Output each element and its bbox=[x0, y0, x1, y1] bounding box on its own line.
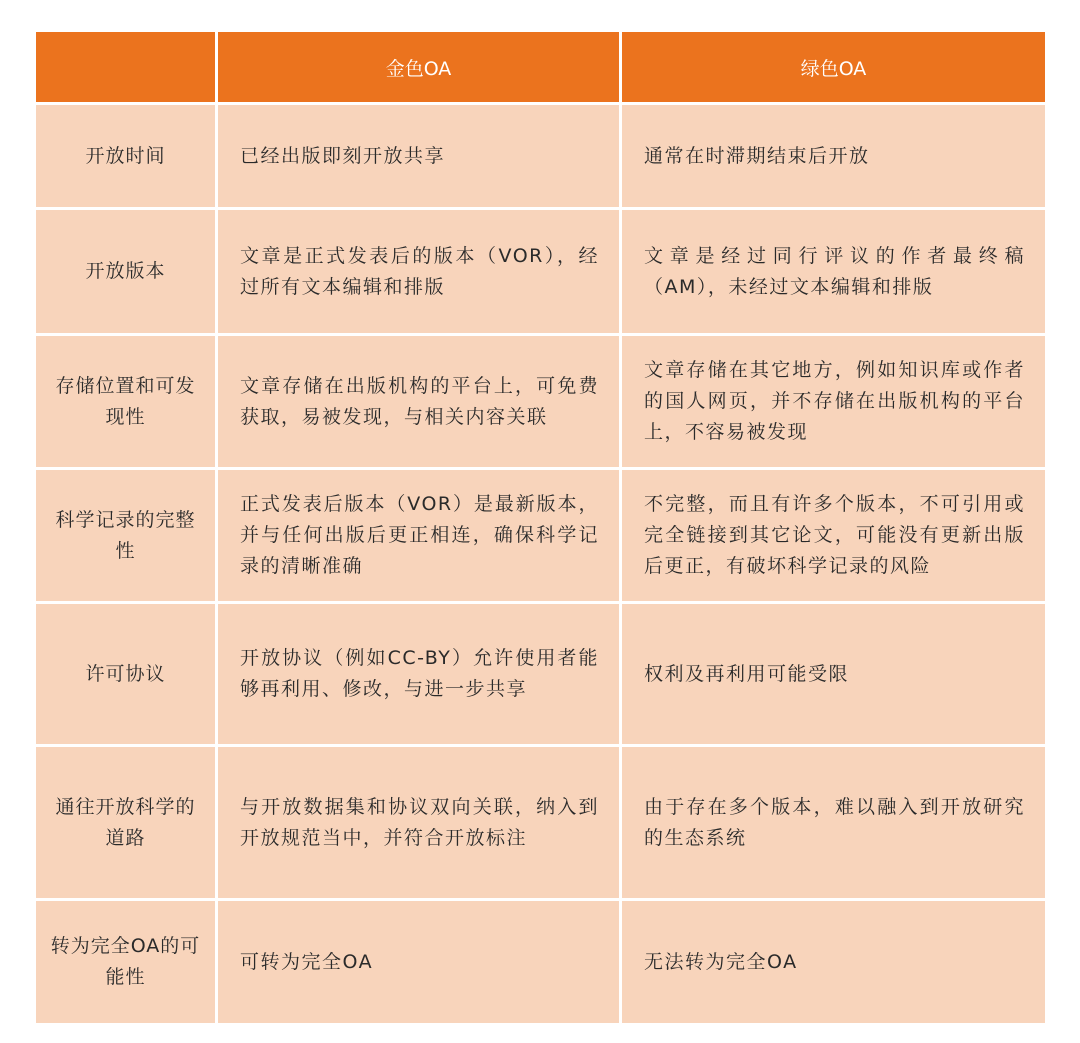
green-oa-cell: 无法转为完全OA bbox=[622, 901, 1045, 1023]
header-corner-cell bbox=[36, 32, 218, 105]
row-label: 存储位置和可发现性 bbox=[36, 336, 218, 470]
table-row bbox=[36, 470, 1045, 604]
table-row bbox=[36, 747, 1045, 901]
gold-oa-cell: 可转为完全OA bbox=[218, 901, 622, 1023]
gold-oa-cell: 与开放数据集和协议双向关联，纳入到开放规范当中，并符合开放标注 bbox=[218, 747, 622, 901]
table-row bbox=[36, 604, 1045, 747]
green-oa-cell: 由于存在多个版本，难以融入到开放研究的生态系统 bbox=[622, 747, 1045, 901]
table-row bbox=[36, 901, 1045, 1023]
table-row bbox=[36, 336, 1045, 470]
header-gold-oa: 金色OA bbox=[218, 32, 622, 105]
gold-oa-cell: 文章是正式发表后的版本（VOR），经过所有文本编辑和排版 bbox=[218, 210, 622, 336]
row-label: 开放版本 bbox=[36, 210, 218, 336]
gold-oa-cell: 开放协议（例如CC-BY）允许使用者能够再利用、修改，与进一步共享 bbox=[218, 604, 622, 747]
green-oa-cell: 文章存储在其它地方，例如知识库或作者的国人网页，并不存储在出版机构的平台上，不容易被发现 bbox=[622, 336, 1045, 470]
row-label: 通往开放科学的道路 bbox=[36, 747, 218, 901]
gold-oa-cell: 已经出版即刻开放共享 bbox=[218, 105, 622, 210]
green-oa-cell: 文章是经过同行评议的作者最终稿（AM），未经过文本编辑和排版 bbox=[622, 210, 1045, 336]
gold-oa-cell: 正式发表后版本（VOR）是最新版本，并与任何出版后更正相连，确保科学记录的清晰准确 bbox=[218, 470, 622, 604]
row-label: 科学记录的完整性 bbox=[36, 470, 218, 604]
comparison-table-container bbox=[36, 32, 1045, 1023]
header-green-oa: 绿色OA bbox=[622, 32, 1045, 105]
gold-oa-cell: 文章存储在出版机构的平台上，可免费获取，易被发现，与相关内容关联 bbox=[218, 336, 622, 470]
green-oa-cell: 权利及再利用可能受限 bbox=[622, 604, 1045, 747]
row-label: 开放时间 bbox=[36, 105, 218, 210]
oa-comparison-table bbox=[36, 32, 1045, 1023]
table-row bbox=[36, 210, 1045, 336]
green-oa-cell: 不完整，而且有许多个版本，不可引用或完全链接到其它论文，可能没有更新出版后更正，有破坏科学记录的风险 bbox=[622, 470, 1045, 604]
table-header-row bbox=[36, 32, 1045, 105]
row-label: 转为完全OA的可能性 bbox=[36, 901, 218, 1023]
green-oa-cell: 通常在时滞期结束后开放 bbox=[622, 105, 1045, 210]
row-label: 许可协议 bbox=[36, 604, 218, 747]
table-row bbox=[36, 105, 1045, 210]
